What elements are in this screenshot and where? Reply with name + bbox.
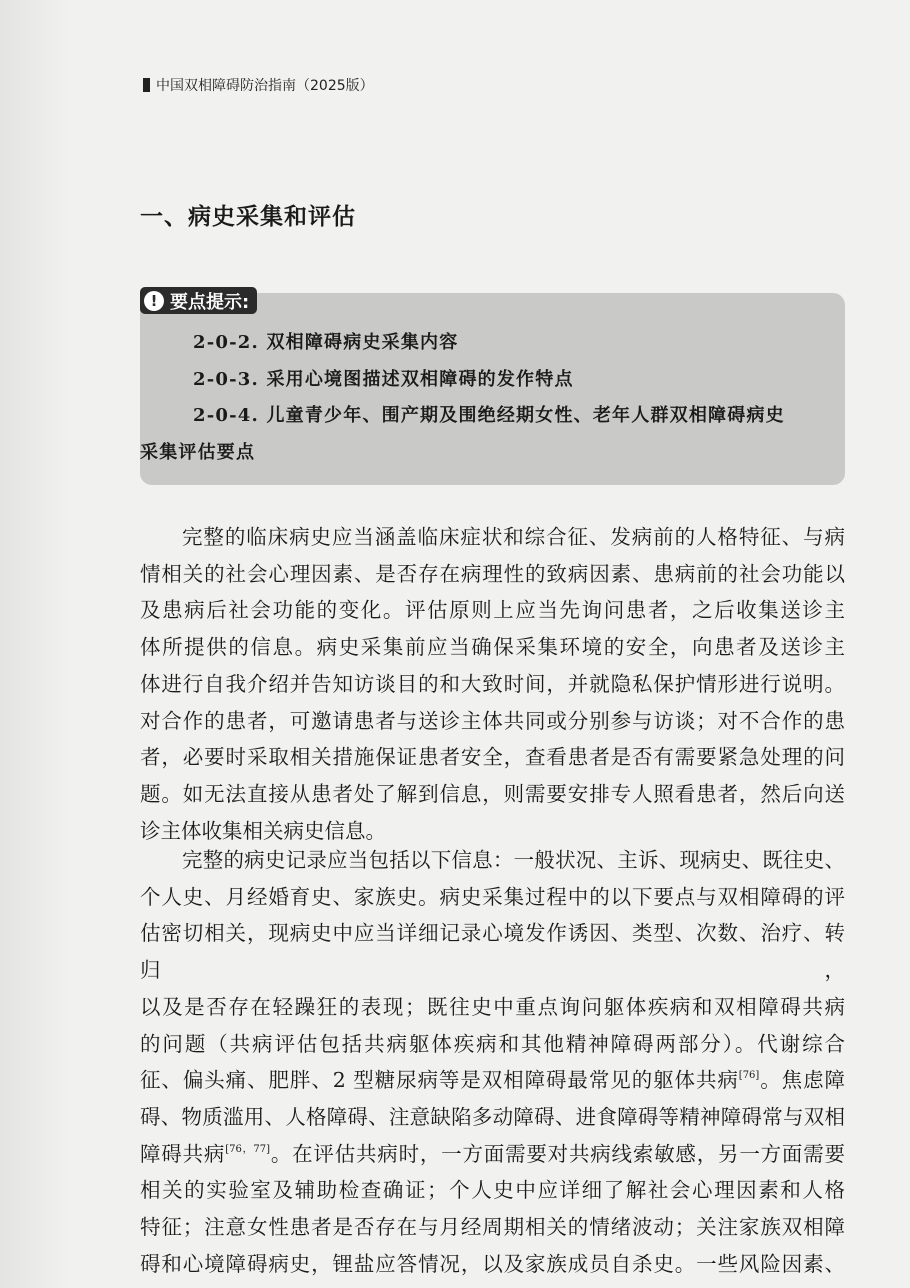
text-line: 者，必要时采取相关措施保证患者安全，查看患者是否有需要紧急处理的问 [140, 745, 845, 770]
header-marker-icon [143, 78, 150, 92]
text-line: 特征；注意女性患者是否存在与月经周期相关的情绪波动；关注家族双相障 [140, 1215, 845, 1240]
text-line [140, 1136, 845, 1173]
text-line: 相关的实验室及辅助检查确证；个人史中应详细了解社会心理因素和人格 [140, 1178, 845, 1203]
key-point-item: 2-0-3. 采用心境图描述双相障碍的发作特点 [193, 369, 574, 390]
text-line: 题。如无法直接从患者处了解到信息，则需要安排专人照看患者，然后向送 [140, 781, 845, 806]
text-line: 完整的病史记录应当包括以下信息：一般状况、主诉、现病史、既往史、 [182, 848, 845, 872]
text-line: 碍、物质滥用、人格障碍、注意缺陷多动障碍、进食障碍等精神障碍常与双相 [140, 1104, 845, 1129]
key-point-item-continued: 采集评估要点 [140, 442, 256, 463]
text-line: 对合作的患者，可邀请患者与送诊主体共同或分别参与访谈；对不合作的患 [140, 708, 845, 733]
exclamation-icon: ! [144, 291, 164, 311]
text-line: 完整的临床病史应当涵盖临床症状和综合征、发病前的人格特征、与病 [182, 525, 845, 549]
text-segment: 。焦虑障 [759, 1068, 846, 1093]
paragraph-1 [140, 519, 845, 849]
paragraph-2 [140, 842, 845, 1282]
text-line: 体进行自我介绍并告知访谈目的和大致时间，并就隐私保护情形进行说明。 [140, 671, 845, 696]
text-line: 个人史、月经婚育史、家族史。病史采集过程中的以下要点与双相障碍的评 [140, 884, 845, 909]
text-segment: 征、偏头痛、肥胖、2 型糖尿病等是双相障碍最常见的躯体共病 [140, 1068, 739, 1093]
text-line: 诊主体收集相关病史信息。 [140, 818, 386, 843]
key-points-label: 要点提示: [170, 291, 250, 313]
key-point-item: 2-0-2. 双相障碍病史采集内容 [193, 332, 459, 353]
section-heading: 一、病史采集和评估 [140, 203, 356, 230]
text-line: 以及是否存在轻躁狂的表现；既往史中重点询问躯体疾病和双相障碍共病 [140, 994, 845, 1019]
citation-reference: [76] [738, 1070, 760, 1082]
key-points-badge [140, 287, 257, 314]
text-line: 情相关的社会心理因素、是否存在病理性的致病因素、患病前的社会功能以 [140, 561, 845, 586]
text-segment: 障碍共病 [140, 1141, 226, 1166]
citation-reference: [76，77] [225, 1143, 271, 1155]
text-line: 的问题（共病评估包括共病躯体疾病和其他精神障碍两部分）。代谢综合 [140, 1031, 845, 1056]
text-segment: 。在评估共病时，一方面需要对共病线索敏感，另一方面需要 [270, 1141, 845, 1166]
text-line: 估密切相关，现病史中应当详细记录心境发作诱因、类型、次数、治疗、转归， [140, 921, 845, 983]
header-title: 中国双相障碍防治指南（2025版） [156, 78, 374, 94]
running-header [143, 75, 374, 95]
scan-shadow [0, 0, 70, 1288]
text-line [140, 1062, 845, 1099]
text-line: 及患病后社会功能的变化。评估原则上应当先询问患者，之后收集送诊主 [140, 598, 845, 623]
text-line: 体所提供的信息。病史采集前应当确保采集环境的安全，向患者及送诊主 [140, 635, 845, 660]
text-line: 碍和心境障碍病史，锂盐应答情况，以及家族成员自杀史。一些风险因素、 [140, 1251, 845, 1276]
key-point-item: 2-0-4. 儿童青少年、围产期及围绝经期女性、老年人群双相障碍病史 [193, 405, 785, 426]
